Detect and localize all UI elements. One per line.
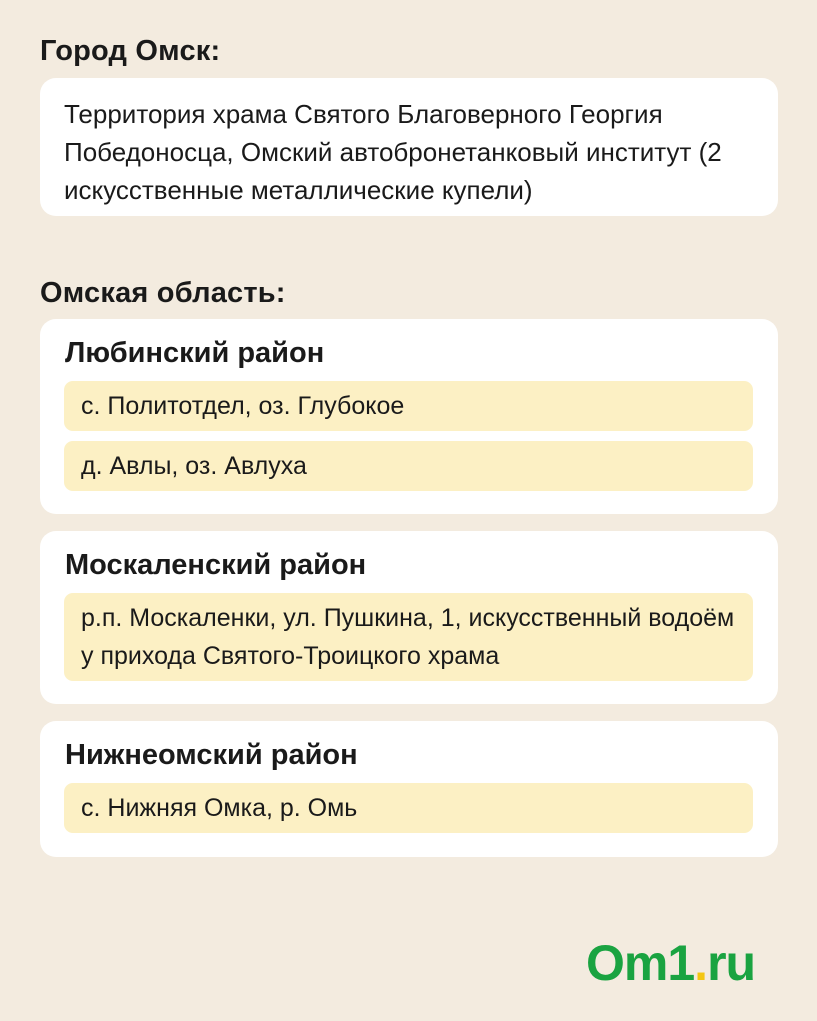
place-item: д. Авлы, оз. Авлуха (64, 441, 753, 491)
district-card-moskalensky (40, 531, 778, 704)
district-card-nizhneomsky (40, 721, 778, 857)
district-title: Москаленский район (65, 549, 367, 581)
district-title: Любинский район (65, 337, 325, 369)
place-item: р.п. Москаленки, ул. Пушкина, 1, искусственный водоём у прихода Святого-Троицкого храма (64, 593, 753, 681)
logo-dot: . (694, 935, 708, 991)
city-heading: Город Омск: (40, 35, 221, 67)
city-description: Территория храма Святого Благоверного Георгия Победоносца, Омский автобронетанковый институт (2 искусственные металлические купели) (64, 99, 722, 205)
region-heading: Омская область: (40, 277, 286, 309)
logo-tld: ru (707, 935, 756, 991)
place-item: с. Нижняя Омка, р. Омь (64, 783, 753, 833)
district-card-lyubinsky (40, 319, 778, 514)
city-card (40, 78, 778, 216)
logo-text: Om1 (586, 935, 695, 991)
om1-logo (586, 935, 755, 991)
district-title: Нижнеомский район (65, 739, 358, 771)
place-item: с. Политотдел, оз. Глубокое (64, 381, 753, 431)
